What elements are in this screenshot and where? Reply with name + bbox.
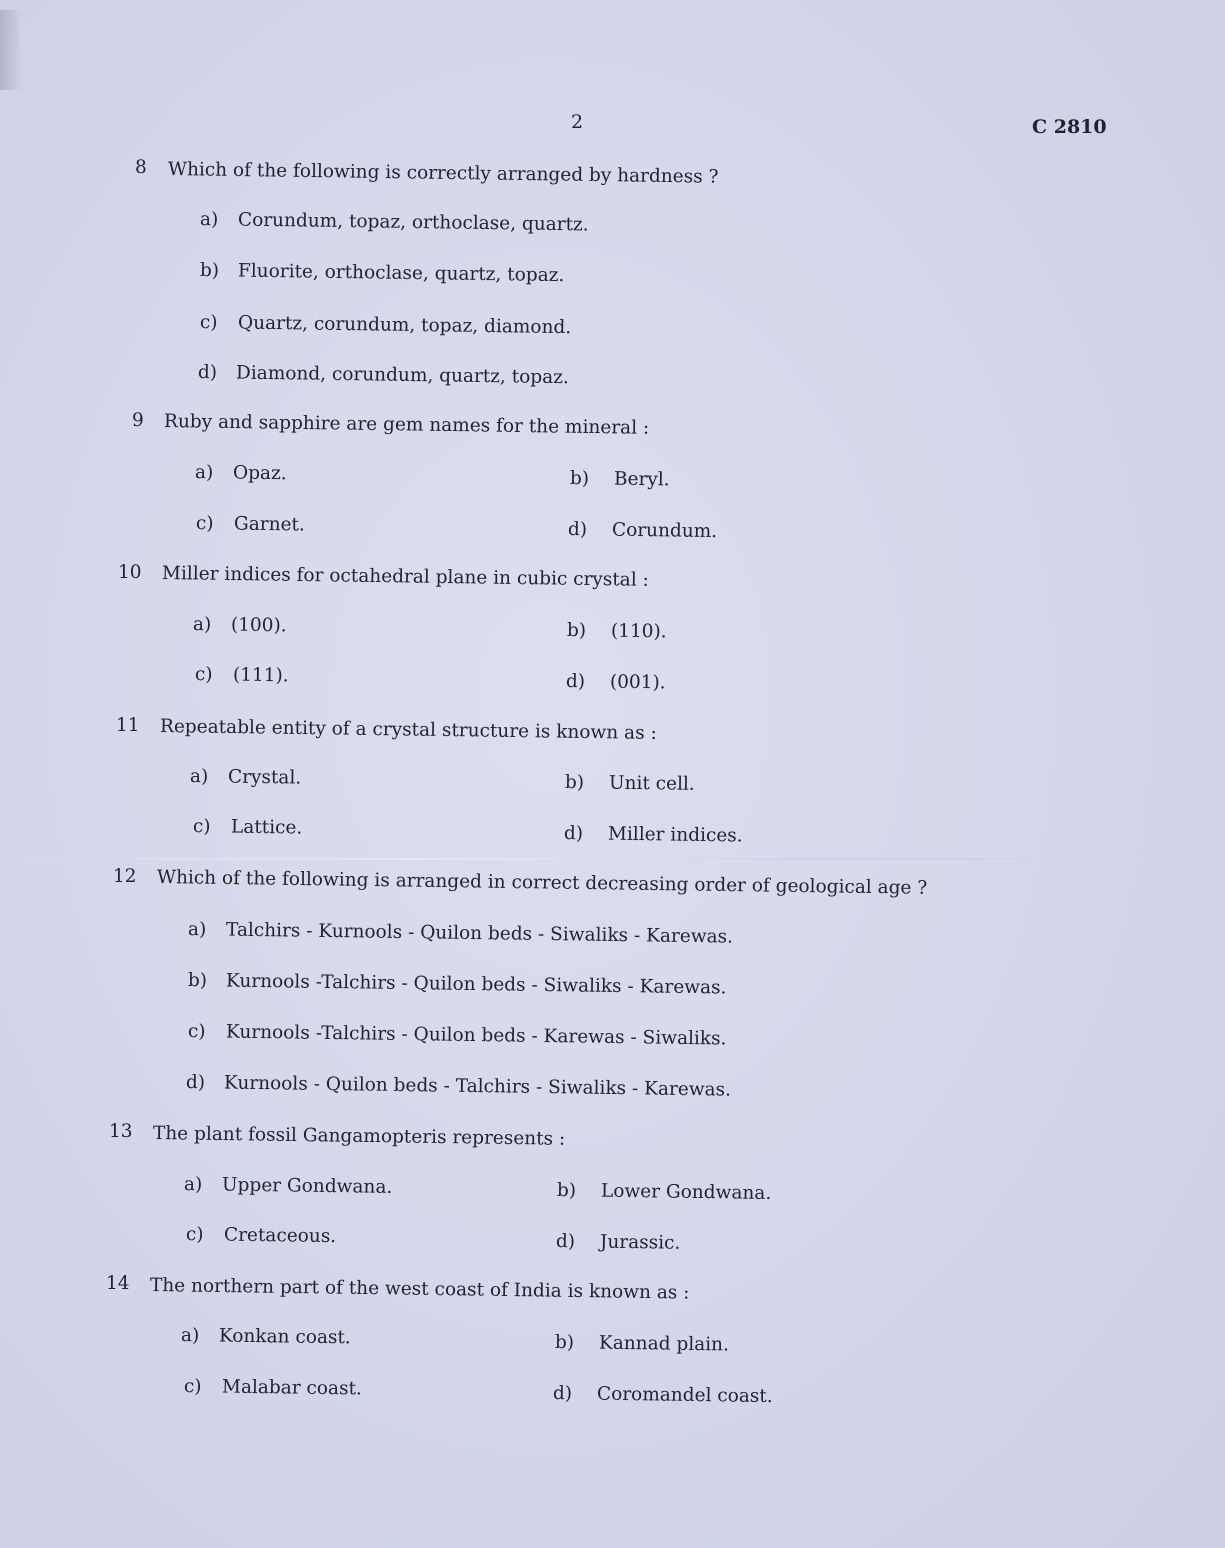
question-text: Repeatable entity of a crystal structure is known as : [159,716,657,744]
option-text: Fluorite, orthoclase, quartz, topaz. [237,260,565,287]
option-text: Corundum. [611,519,718,543]
question-number: 13 [109,1121,133,1142]
question-number: 12 [113,866,137,887]
option-label: c) [195,513,214,535]
option-text: Miller indices. [607,823,743,847]
option-label: b) [566,620,587,642]
option-text: Kurnools -Talchirs - Quilon beds - Siwaliks - Karewas. [225,970,727,999]
option-label: d) [563,823,584,845]
option-d [198,361,569,390]
option-text: Kurnools - Quilon beds - Talchirs - Siwaliks - Karewas. [223,1072,732,1101]
option-text: Lattice. [230,816,303,839]
question-number: 14 [106,1273,130,1294]
question-text: Which of the following is arranged in correct decreasing order of geological age ? [156,867,928,899]
option-d [556,1230,681,1256]
option-text: Talchirs - Kurnools - Quilon beds - Siwaliks - Karewas. [225,919,734,948]
option-label: c) [199,312,218,334]
option-d [564,822,743,848]
option-label: c) [183,1376,202,1398]
question-text: Which of the following is correctly arranged by hardness ? [167,159,719,188]
option-label: d) [565,671,586,693]
paper-fold-line [0,858,1225,860]
option-d [568,518,717,544]
option-c [195,663,289,688]
option-label: c) [185,1224,204,1246]
option-c [196,512,305,538]
option-label: d) [567,519,588,541]
option-label: a) [192,614,212,636]
option-a [190,765,302,791]
option-text: Konkan coast. [218,1325,351,1349]
option-d [566,670,666,695]
option-label: d) [197,362,218,384]
option-a [193,613,287,638]
option-label: b) [554,1332,575,1354]
option-b [555,1331,729,1357]
option-a [188,918,733,950]
question-text: The northern part of the west coast of India is known as : [149,1275,690,1304]
option-text: Cretaceous. [223,1224,337,1248]
option-c [188,1020,727,1052]
option-text: Coromandel coast. [596,1383,773,1408]
option-label: b) [569,468,590,490]
option-label: a) [183,1174,203,1196]
option-a [181,1324,351,1350]
option-b [557,1179,772,1206]
option-text: (111). [232,664,289,687]
question-number: 8 [135,157,147,178]
option-text: Quartz, corundum, topaz, diamond. [237,312,572,339]
option-b [570,467,670,492]
option-d [186,1071,731,1103]
option-text: Diamond, corundum, quartz, topaz. [235,362,569,389]
option-text: Malabar coast. [221,1376,362,1400]
option-a [184,1173,393,1200]
option-a [195,461,287,486]
option-label: a) [199,209,219,231]
option-label: a) [180,1325,200,1347]
option-label: b) [564,772,585,794]
option-text: Lower Gondwana. [600,1180,772,1204]
option-label: d) [185,1072,206,1094]
option-label: b) [199,260,220,282]
option-c [200,311,572,340]
option-text: Unit cell. [608,772,695,795]
option-label: c) [194,664,213,686]
option-text: (100). [230,614,287,637]
option-text: Jurassic. [599,1231,681,1254]
page-number: 2 [571,111,584,133]
option-b [567,619,667,644]
option-text: Beryl. [613,468,670,491]
scan-artifact [0,10,22,90]
paper-code: C 2810 [1032,116,1107,138]
option-d [553,1382,773,1409]
question-number: 10 [118,562,142,583]
option-label: c) [192,816,211,838]
option-label: b) [556,1180,577,1202]
option-label: c) [187,1021,206,1043]
option-text: Corundum, topaz, orthoclase, quartz. [237,209,589,236]
option-label: b) [187,970,208,992]
option-c [193,815,303,841]
option-text: (001). [609,671,666,694]
option-text: Garnet. [233,513,305,536]
option-a [200,208,589,237]
option-text: Kurnools -Talchirs - Quilon beds - Karewas - Siwaliks. [225,1021,727,1050]
question-number: 9 [132,410,144,431]
option-label: a) [189,766,209,788]
question-text: Miller indices for octahedral plane in cubic crystal : [161,563,649,591]
option-text: Kannad plain. [598,1332,730,1356]
option-label: a) [194,462,214,484]
question-text: Ruby and sapphire are gem names for the mineral : [163,411,650,439]
option-label: a) [187,919,207,941]
option-text: Opaz. [232,462,287,485]
option-label: d) [555,1231,576,1253]
option-c [184,1375,362,1401]
option-text: Crystal. [227,766,302,789]
option-b [565,771,695,797]
option-b [188,969,727,1001]
option-c [186,1223,336,1249]
option-text: (110). [610,620,667,643]
option-text: Upper Gondwana. [221,1174,393,1198]
question-number: 11 [116,715,140,736]
option-label: d) [552,1383,573,1405]
option-b [200,259,565,288]
question-text: The plant fossil Gangamopteris represents : [152,1123,566,1150]
